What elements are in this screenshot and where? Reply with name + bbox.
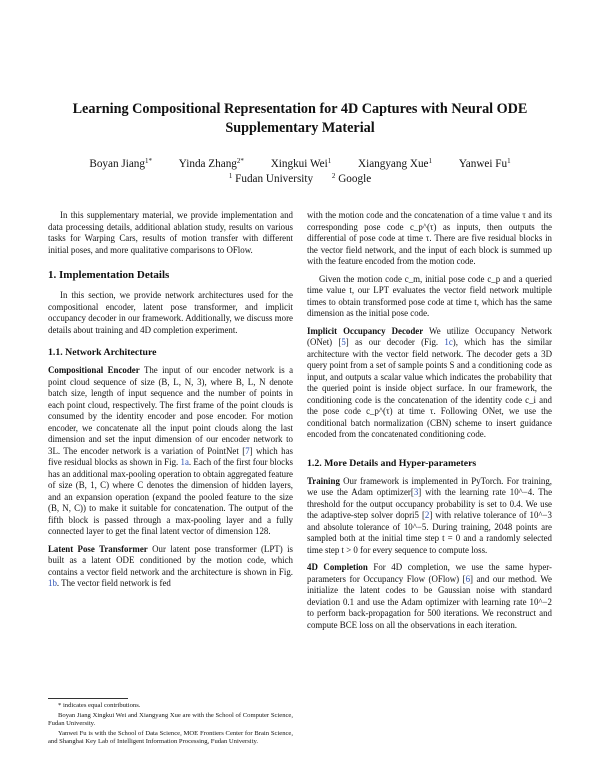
lpt-evaluation-paragraph: Given the motion code c_m, initial pose code c_p and a queried time value t, our LPT evaluates the vector field network multiple times to obtain transformed pose code at time t, which has the same dimension as the initial pose code.: [307, 273, 552, 318]
author: Yinda Zhang$^{2*}$: [178, 157, 244, 170]
citation-link[interactable]: 5: [341, 337, 346, 347]
section-paragraph: In this section, we provide network architectures used for the compositional encoder, latent pose transformer, and implicit occupancy decoder in our framework. Additionally, we discuss more details about training and 4D completion experiment.: [48, 290, 293, 335]
section-heading: 1. Implementation Details: [48, 269, 170, 281]
affiliation-list: [40, 172, 560, 187]
footnote: Yanwei Fu is with the School of Data Science, MOE Frontiers Center for Brain Science, and Shanghai Key Lab of Intelligent Information Processing, Fudan University.: [48, 729, 293, 746]
vector-field-paragraph: with the motion code and the concatenation of a time value τ and its corresponding pose code c_p^(τ) as inputs, then outputs the differential of pose code at time τ. There are five residual blocks in the vector field network, and the input of each block is summed up with the feature encoded from the motion code.: [307, 210, 552, 266]
decoder-paragraph: Implicit Occupancy Decoder We utilize Occupancy Network (ONet) [5] as our decoder (Fig. 1c), which has the similar architecture with the vector field network. The decoder gets a 3D query point from a set of sample points S and a conditioning code as input, and outputs a scalar value which indicates the probability that the queried point is inside object surface. In our framework, the conditioning code is the concatenation of the identity code c_i and the pose code c_p^(τ) at time τ. Following ONet, we use the conditional batch normalization (CBN) scheme to insert guidance encoded from the concatenated conditioning code.: [307, 325, 553, 439]
latent-pose-transformer-paragraph: Latent Pose Transformer Our latent pose transformer (LPT) is built as a latent ODE conditioned by the motion code, which contains a vector field network and the architecture is shown in Fig. 1b. The vector field network is fed: [48, 543, 293, 588]
compositional-encoder-paragraph: Compositional Encoder The input of our encoder network is a point cloud sequence of size (B, L, N, 3), where B, L, N denote batch size, length of input sequence and the number of points in each point cloud, respectively. The first frame of the point clouds is consumed by the identity encoder and pose encoder. For motion encoder, we concatenate all the input point clouds along the last dimension and set the input dimension of our encoder network to 3L. The encoder network is a variation of PointNet [7] which has five residual blocks as shown in Fig. 1a. Each of the first four blocks has an additional max-pooling operation to obtain aggregated feature of size (B, 1, C) where C denotes the dimension of hidden layers, and an expansion operation (expand the pooled feature to the size (B, N, C)) to make it suitable for concatenation. The output of the fifth block is passed through a max-pooling layer and a fully connected layer to get the final latent vector of dimension 128.: [48, 365, 294, 536]
run-in-heading: Training: [307, 475, 340, 486]
training-paragraph: Training Our framework is implemented in PyTorch. For training, we use the Adam optimizer[3] with the learning rate 10^−4. The threshold for the output occupancy probability is set to 0.4. We use the adaptive-step solver dopri5 [2] with relative tolerance of 10^−3 and absolute tolerance of 10^−5. During training, 2048 points are sampled both at the initial time step t = 0 and a randomly selected time step t > 0 for every sequence to compute loss.: [307, 475, 553, 555]
affiliation: $^2$ Google: [331, 172, 372, 185]
run-in-heading: 4D Completion: [307, 562, 368, 572]
affiliation: $^1$ Fudan University: [228, 172, 314, 185]
figure-link[interactable]: 1a: [180, 457, 189, 467]
run-in-heading: Compositional Encoder: [48, 365, 140, 375]
author: Boyan Jiang$^{1*}$: [89, 157, 152, 170]
left-column: [48, 210, 293, 596]
footnote: Boyan Jiang Xingkui Wei and Xiangyang Xue are with the School of Computer Science, Fudan University.: [48, 711, 293, 728]
author-list: [40, 157, 560, 172]
figure-link[interactable]: 1c: [444, 337, 453, 347]
right-column: [307, 210, 552, 637]
completion-paragraph: 4D Completion For 4D completion, we use the same hyper-parameters for Occupancy Flow (OFlow) [6] and our method. We initialize the latent codes to be Gaussian noise with standard deviation 0.1 and use the Adam optimizer with learning rate 10^−2 to perform back-propagation for 500 iterations. We reconstruct and compute BCE loss on all the observations in each iteration.: [307, 562, 552, 630]
run-in-heading: Implicit Occupancy Decoder: [307, 325, 424, 336]
subsection-heading: 1.1. Network Architecture: [48, 347, 157, 358]
intro-paragraph: In this supplementary material, we provide implementation and data processing details, additional ablation study, results on various tasks for Warping Cars, results of motion transfer with different initial poses, and more qualitative comparisons to OFlow.: [48, 210, 293, 255]
citation-link[interactable]: 7: [245, 445, 250, 456]
figure-link[interactable]: 1b: [48, 578, 57, 588]
subsection-heading: 1.2. More Details and Hyper-parameters: [307, 457, 477, 469]
footnotes: [48, 698, 293, 748]
author: Xiangyang Xue$^1$: [358, 157, 433, 170]
footnote-rule: [48, 698, 128, 699]
citation-link[interactable]: 3: [413, 487, 419, 497]
author: Yanwei Fu$^1$: [458, 157, 511, 170]
citation-link[interactable]: 2: [424, 510, 430, 520]
run-in-heading: Latent Pose Transformer: [48, 543, 148, 554]
footnote: * indicates equal contributions.: [58, 702, 141, 709]
author-block: [40, 157, 560, 187]
author: Xingkui Wei$^1$: [270, 157, 332, 170]
citation-link[interactable]: 6: [465, 573, 471, 584]
paper-title: Learning Compositional Representation for 4D Captures with Neural ODE Supplementary Material: [72, 101, 528, 136]
